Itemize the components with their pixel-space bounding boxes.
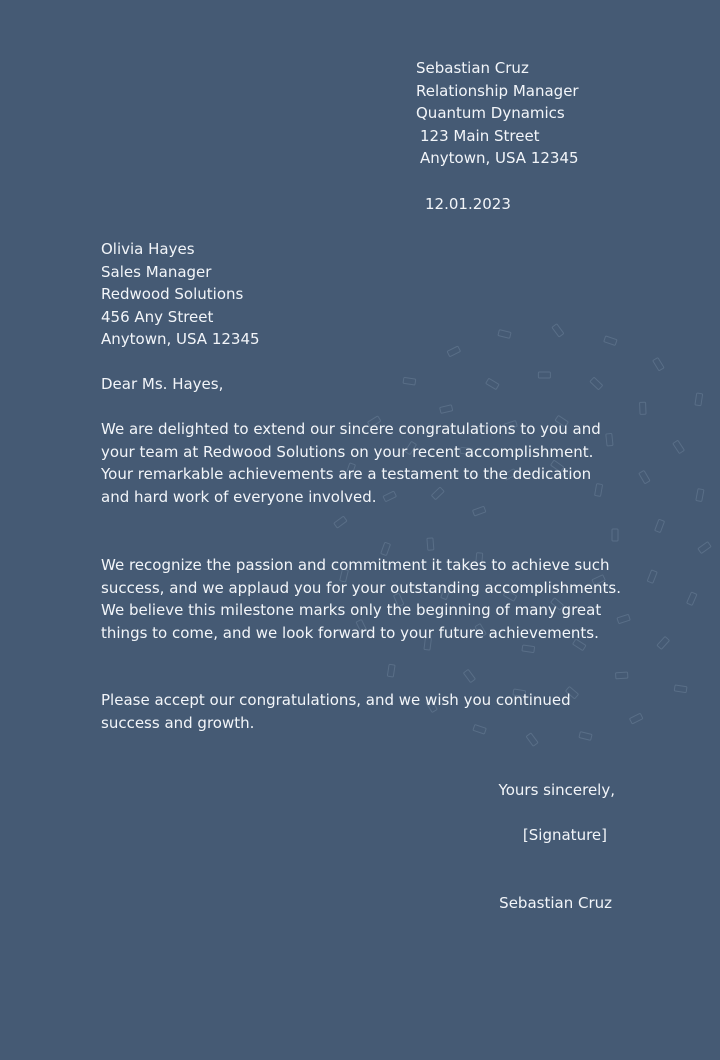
salutation: Dear Ms. Hayes, (101, 375, 224, 393)
pattern-dash (657, 636, 670, 649)
pattern-dash (687, 592, 697, 605)
pattern-dash (696, 489, 704, 502)
pattern-dash (427, 538, 434, 550)
pattern-dash (698, 542, 711, 554)
pattern-dash (552, 324, 564, 337)
pattern-dash (616, 672, 628, 679)
sender-company: Quantum Dynamics (416, 104, 565, 123)
pattern-dash (629, 713, 642, 724)
recipient-city: Anytown, USA 12345 (101, 330, 260, 349)
pattern-dash (639, 470, 650, 483)
pattern-dash (463, 669, 475, 682)
recipient-name: Olivia Hayes (101, 240, 195, 258)
pattern-dash (647, 570, 657, 583)
sender-city: Anytown, USA 12345 (420, 149, 579, 168)
pattern-dash (334, 516, 347, 528)
letter-date: 12.01.2023 (425, 195, 511, 213)
sender-name: Sebastian Cruz (416, 59, 529, 77)
pattern-dash (590, 377, 603, 390)
sender-title: Relationship Manager (416, 81, 579, 100)
recipient-street: 456 Any Street (101, 307, 214, 326)
pattern-dash (538, 372, 550, 378)
pattern-dash (655, 519, 665, 532)
signature-placeholder: [Signature] (522, 826, 607, 844)
pattern-dash (695, 393, 703, 406)
sender-street: 123 Main Street (420, 126, 540, 145)
pattern-dash (486, 378, 499, 389)
recipient-title: Sales Manager (101, 262, 212, 281)
pattern-dash (440, 405, 453, 414)
body-paragraph-1: We are delighted to extend our sincere congratulations to you and your team at Redwood Solutions on your recent accomplishment. Your remarkable achievements are a testament to the dedication and hard work of everyone involved. (101, 420, 601, 506)
pattern-dash (522, 645, 535, 653)
pattern-dash (674, 685, 687, 693)
body-paragraph-3: Please accept our congratulations, and we wish you continued success and growth. (101, 691, 571, 732)
recipient-company: Redwood Solutions (101, 285, 244, 304)
pattern-dash (604, 336, 617, 346)
body-paragraph-2: We recognize the passion and commitment it takes to achieve such success, and we applaud you for your outstanding accomplishments. We believe this milestone marks only the beginning of many great things to come, and we look forward to your future achievements. (101, 556, 621, 642)
pattern-dash (526, 733, 538, 746)
pattern-dash (612, 529, 618, 541)
closing: Yours sincerely, (498, 781, 615, 799)
pattern-dash (653, 358, 664, 371)
signer-name: Sebastian Cruz (499, 894, 612, 912)
pattern-dash (640, 402, 646, 414)
pattern-dash (673, 440, 685, 453)
pattern-dash (403, 377, 416, 385)
pattern-dash (498, 330, 511, 339)
pattern-dash (447, 346, 460, 357)
pattern-dash (387, 664, 395, 677)
